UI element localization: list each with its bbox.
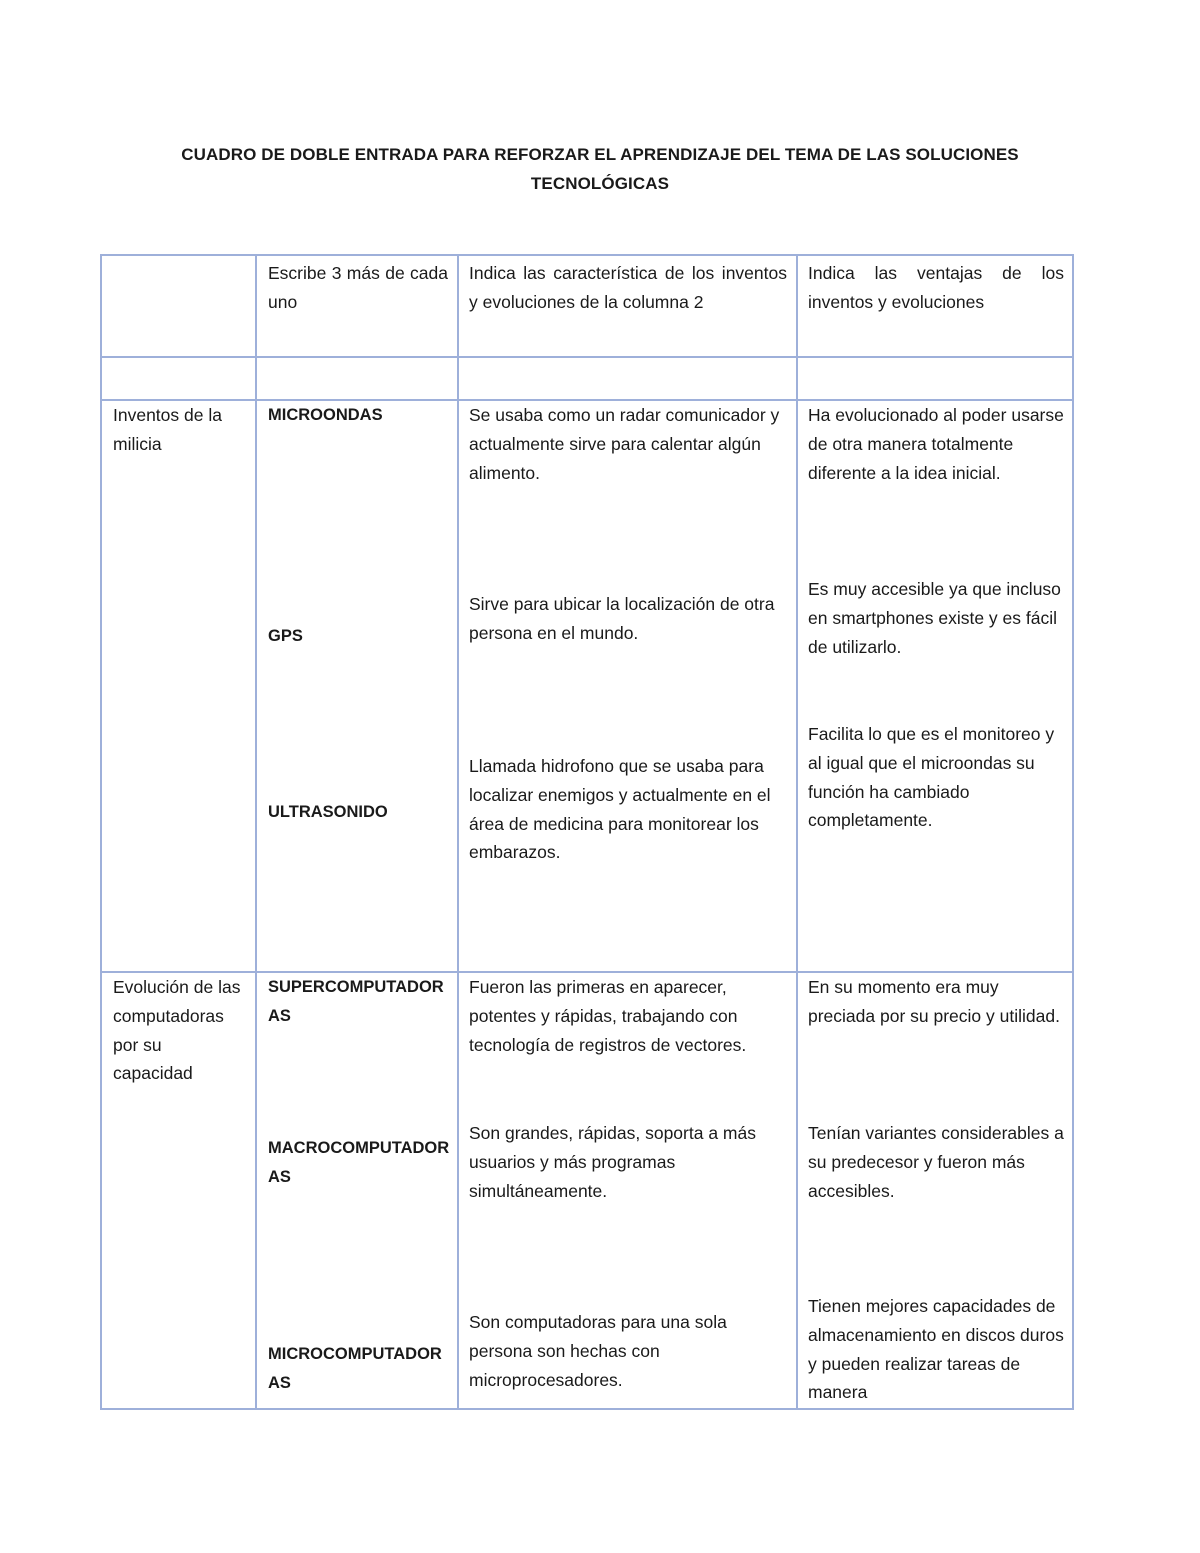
item-characteristic-supercomputadoras: Fueron las primeras en aparecer, potentes y rápidas, trabajando con tecnología de registros de vectores. [469, 977, 747, 1055]
title-line-2: TECNOLÓGICAS [530, 174, 670, 193]
header-col4: Indica las ventajas de los inventos y evoluciones [808, 263, 1064, 312]
item-name-microondas: MICROONDAS [268, 406, 383, 424]
item-characteristic-ultrasonido: Llamada hidrofono que se usaba para localizar enemigos y actualmente en el área de medicina para monitorear los embarazos. [469, 756, 771, 863]
item-characteristic-gps: Sirve para ubicar la localización de otra persona en el mundo. [469, 594, 775, 643]
column-divider-1 [255, 256, 257, 1408]
item-advantage-supercomputadoras: En su momento era muy preciada por su precio y utilidad. [808, 977, 1060, 1026]
item-name-microcomputadoras: MICROCOMPUTADORAS [268, 1345, 442, 1392]
item-advantage-ultrasonido: Facilita lo que es el monitoreo y al igual que el microondas su función ha cambiado completamente. [808, 724, 1055, 831]
item-name-ultrasonido: ULTRASONIDO [268, 803, 388, 821]
item-advantage-macrocomputadoras: Tenían variantes considerables a su predecesor y fueron más accesibles. [808, 1123, 1064, 1201]
document-title [100, 140, 1100, 198]
double-entry-table [100, 254, 1074, 1410]
category-evolucion-computadoras: Evolución de las computadoras por su capacidad [113, 977, 241, 1084]
title-line-1: CUADRO DE DOBLE ENTRADA PARA REFORZAR EL APRENDIZAJE DEL TEMA DE LAS SOLUCIONES [181, 145, 1019, 164]
category-inventos-milicia: Inventos de la milicia [113, 405, 222, 454]
item-characteristic-macrocomputadoras: Son grandes, rápidas, soporta a más usuarios y más programas simultáneamente. [469, 1123, 756, 1201]
header-col3: Indica las característica de los inventos y evoluciones de la columna 2 [469, 263, 787, 312]
item-name-supercomputadoras: SUPERCOMPUTADORAS [268, 978, 444, 1025]
row-divider-1 [102, 356, 1072, 358]
item-advantage-gps: Es muy accesible ya que incluso en smartphones existe y es fácil de utilizarlo. [808, 579, 1061, 657]
item-advantage-microondas: Ha evolucionado al poder usarse de otra manera totalmente diferente a la idea inicial. [808, 405, 1064, 483]
header-col2: Escribe 3 más de cada uno [268, 263, 448, 312]
item-characteristic-microcomputadoras: Son computadoras para una sola persona son hechas con microprocesadores. [469, 1312, 727, 1390]
item-characteristic-microondas: Se usaba como un radar comunicador y actualmente sirve para calentar algún alimento. [469, 405, 780, 483]
column-divider-2 [457, 256, 459, 1408]
item-advantage-microcomputadoras: Tienen mejores capacidades de almacenamiento en discos duros y pueden realizar tareas de manera [808, 1296, 1064, 1403]
item-name-gps: GPS [268, 627, 303, 645]
column-divider-3 [796, 256, 798, 1408]
item-name-macrocomputadoras: MACROCOMPUTADORAS [268, 1139, 450, 1186]
